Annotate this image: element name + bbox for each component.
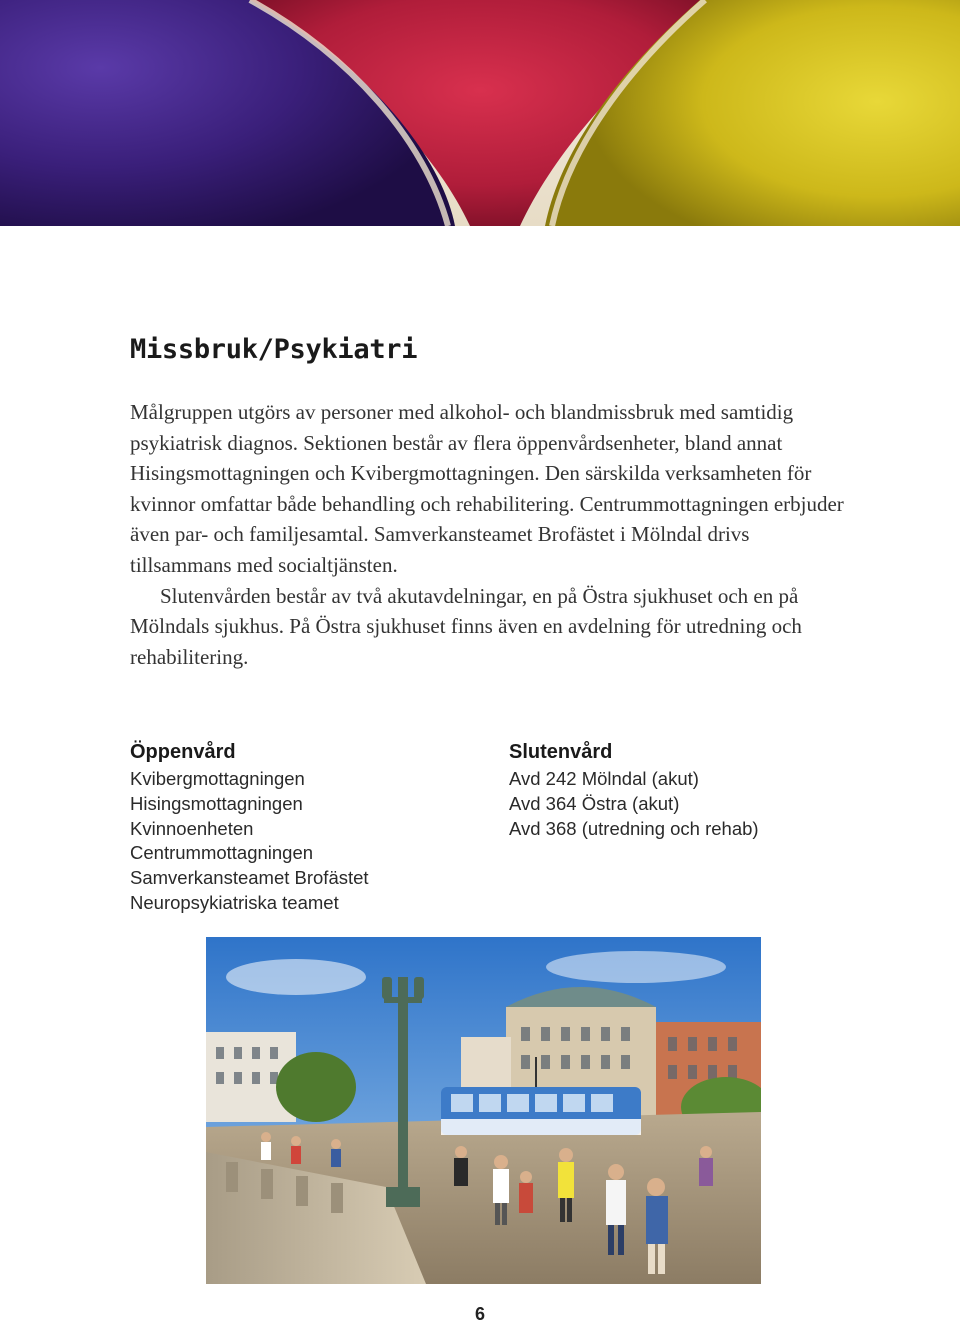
oppenvard-list xyxy=(130,739,369,916)
list-item: Kvinnoenheten xyxy=(130,817,254,839)
paragraph-slutenvard: Slutenvården består av två akutavdelningar, en på Östra sjukhuset och en på Mölndals sjukhus. På Östra sjukhuset finns även en avdelning för utredning och rehabilitering. xyxy=(130,583,802,669)
paragraph-oppenvard: Målgruppen utgörs av personer med alkohol- och blandmissbruk med samtidig psykiatrisk diagnos. Sektionen består av flera öppenvårdsenheter, bland annat Hisingsmottagningen och Kvibergmottagningen. Den särskilda verksamheten för kvinnor omfattar både behandling och rehabilitering. Centrummottagningen erbjuder även par- och familjesamtal. Samverkansteamet Brofästet i Mölndal drivs tillsammans med socialtjänsten. xyxy=(130,400,844,577)
page-number: 6 xyxy=(474,1304,485,1324)
page-title: Missbruk/Psykiatri xyxy=(130,334,418,365)
list-item: Kvibergmottagningen xyxy=(130,768,305,789)
slutenvard-list xyxy=(509,739,759,841)
list-item: Avd 242 Mölndal (akut) xyxy=(509,768,699,789)
list-item: Avd 368 (utredning och rehab) xyxy=(509,817,759,839)
slutenvard-heading: Slutenvård xyxy=(509,741,613,763)
list-item: Neuropsykiatriska teamet xyxy=(130,891,339,913)
city-tram-photo xyxy=(206,937,761,1284)
intro-text xyxy=(130,397,850,672)
list-item: Samverkansteamet Brofästet xyxy=(130,867,369,889)
list-item: Centrummottagningen xyxy=(130,842,314,864)
oppenvard-heading: Öppenvård xyxy=(130,741,236,763)
list-item: Hisingsmottagningen xyxy=(130,792,303,814)
hero-color-image xyxy=(0,0,960,226)
list-item: Avd 364 Östra (akut) xyxy=(509,792,680,814)
